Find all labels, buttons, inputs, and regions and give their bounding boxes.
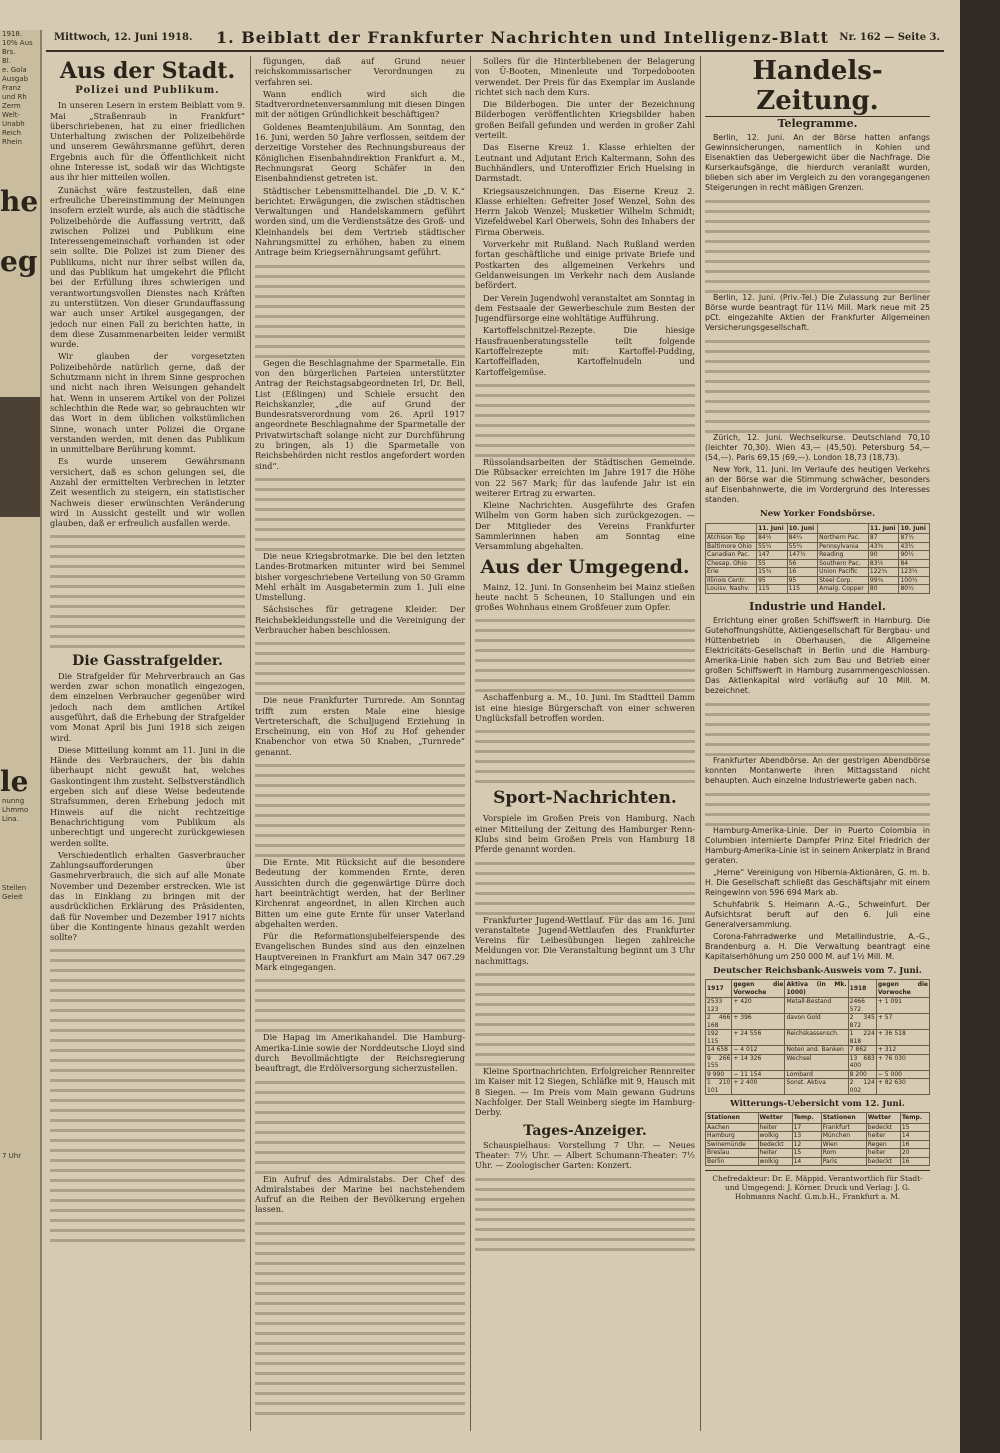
table-cell: 15 bbox=[900, 1123, 929, 1132]
table-cell: + 36 518 bbox=[876, 1030, 929, 1046]
table-header: Stationen bbox=[821, 1113, 866, 1124]
table-header: Temp. bbox=[792, 1113, 821, 1124]
article-heading: Die Gasstrafgelder. bbox=[72, 653, 223, 670]
article-paragraph: Gegen die Beschlagnahme der Sparmetalle. Ein von den bürgerlichen Parteien unterstützter Antrag der Reichstagsabgeordneten Irl, Dr. Bell, List (Eßlingen) und Schiele ersucht den Reichskanzler, „die auf Grund der Bundesratsverordnung vom 26. April 1917 angeordnete Beschlagnahme der Sparmetalle der Privatwirtschaft solange nicht zur Durchführung zu bringen, als 1) die Sparmetalle von Reichsbehörden nicht restlos angefordert worden sind“. bbox=[255, 357, 465, 471]
table-cell: Hamburg bbox=[706, 1132, 759, 1141]
article-paragraph: Kartoffelschnitzel-Rezepte. Die hiesige Hausfrauenberatungsstelle teilt folgende Kartoffelrezepte mit: Kartoffel-Pudding, Kartoffelfladen, Kartoffelnudeln und Kartoffelgemüse. bbox=[475, 325, 695, 377]
table-row bbox=[706, 542, 930, 551]
table-cell: wolkig bbox=[758, 1157, 792, 1166]
table-header: gegen die Vorwoche bbox=[877, 981, 928, 996]
table-cell: Wechsel bbox=[785, 1054, 848, 1070]
table-cell: bedeckt bbox=[758, 1140, 792, 1149]
article-paragraph: Das Eiserne Kreuz 1. Klasse erhielten der Leutnant und Adjutant Erich Kaltermann, Sohn des Buchhändlers, und Unteroffizier Erich Huelsing in Darmstadt. bbox=[475, 142, 695, 184]
table-cell: heiter bbox=[866, 1149, 900, 1158]
table-cell: 99¾ bbox=[868, 576, 899, 585]
strip-large-text: he bbox=[0, 185, 39, 218]
table-cell: + 14 326 bbox=[732, 1054, 785, 1070]
table-cell: 100½ bbox=[899, 576, 930, 585]
table-cell: 9 266 155 bbox=[707, 1054, 731, 1070]
article-paragraph: Es wurde unserem Gewährsmann versichert, daß es schon gelungen sei, die Anzahl der ermittelten Verbrechen in letzter Zeit wesentlich zu steigern, ein statistischer Nachweis dieser erwünschten Veränderung wird in Aussicht gestellt und wir wollen glauben, daß er erfreulich ausfallen werde. bbox=[50, 456, 245, 529]
article-paragraph: Kriegsauszeichnungen. Das Eiserne Kreuz 2. Klasse erhielten: Gefreiter Josef Wenzel, Sohn des Herrn Jakob Wenzel; Musketier Wilhelm Schmidt; Vizefeldwebel Karl Oberweis, Sohn des Inhabers der Firma Oberweis. bbox=[475, 185, 695, 237]
article-heading: Telegramme. bbox=[777, 117, 858, 130]
column-rule bbox=[250, 56, 251, 1431]
table-row bbox=[706, 1149, 930, 1158]
table-row bbox=[706, 534, 930, 543]
article-paragraph: Der Verein Jugendwohl veranstaltet am Sonntag in dem Festsaale der Gewerbeschule zum Besten der Jugendfürsorge eine wohltätige Aufführung. bbox=[475, 292, 695, 324]
article-paragraph: Hamburg-Amerika-Linie. Der in Puerto Colombia in Columbien internierte Dampfer Prinz Eitel Friedrich der Hamburg-Amerika-Linie ist in seinem Ankerplatz in Brand geraten. bbox=[705, 825, 930, 865]
strip-fragment: Rhein bbox=[2, 138, 22, 146]
table-cell: 16 bbox=[900, 1157, 929, 1166]
table-cell: Reading bbox=[818, 551, 869, 560]
article-paragraph: Sächsisches für getragene Kleider. Der Reichsbekleidungsstelle und die Vereinigung der Verbraucher haben beschlossen. bbox=[255, 604, 465, 635]
table-cell: Sonst. Aktiva bbox=[785, 1079, 848, 1095]
table-title: Deutscher Reichsbank-Ausweis vom 7. Juni. bbox=[713, 965, 922, 976]
table-cell: 13 683 400 bbox=[849, 1054, 875, 1070]
article-paragraph: Errichtung einer großen Schiffswerft in Hamburg. Die Gutehoffnungshütte, Aktiengesellschaft für Bergbau- und Hüttenbetrieb in Oberhausen, die Allgemeine Elektricitäts-Gesellschaft in Berlin und die Hamburg-Amerika-Linie haben sich zum Bau und Betrieb einer großen Schiffswerft in Hamburg zusammengeschlossen. Das Aktienkapital wird vorläufig auf 10 Mill. M. bezeichnet. bbox=[705, 615, 930, 695]
illegible-text-lines bbox=[705, 200, 930, 293]
illegible-text-lines bbox=[475, 862, 695, 915]
table-cell: 14 bbox=[900, 1132, 929, 1141]
table-cell: 84¼ bbox=[787, 534, 818, 543]
table-cell: Illinois Centr. bbox=[706, 576, 757, 585]
table-cell: 20 bbox=[900, 1149, 929, 1158]
illegible-text-lines bbox=[255, 979, 465, 1032]
table-row bbox=[706, 585, 930, 594]
article-paragraph: Für die Reformationsjubelfeierspende des Evangelischen Bundes sind aus den einzelnen Hauptvereinen in Frankfurt am Main 347 067.29 Mark eingegangen. bbox=[255, 931, 465, 973]
column-rule bbox=[700, 56, 701, 1431]
table-row bbox=[706, 551, 930, 560]
imprint: Chefredakteur: Dr. E. Mäppid. Verantwortlich für Stadt- und Umgegend: J. Körner. Druck und Verlag: J. G. Hohmanns Nachf. G.m.b.H., Frankfurt a. M. bbox=[705, 1170, 930, 1201]
illegible-text-lines bbox=[50, 949, 245, 1242]
illegible-text-lines bbox=[705, 340, 930, 433]
table-cell: 16 bbox=[900, 1140, 929, 1149]
article-paragraph: In unseren Lesern in erstem Beiblatt vom 9. Mai „Straßenraub in Frankfurt“ überschriebenen, hat zu einer friedlichen Unterhaltung zwischen der Polizeibehörde und unserem Gewährsmanne geführt, deren Ergebnis auch für die Öffentlichkeit nicht ohne Interesse ist, sodaß wir das Wichtigste aus ihr hier mitteilen wollen. bbox=[50, 100, 245, 183]
table-cell: Swinemünde bbox=[706, 1140, 759, 1149]
table-cell: Northern Pac. bbox=[818, 534, 869, 543]
illegible-text-lines bbox=[50, 535, 245, 648]
illegible-text-lines bbox=[475, 730, 695, 783]
table-cell: − 5 000 bbox=[876, 1070, 929, 1079]
table-header: 11. Juni bbox=[868, 523, 899, 534]
table-cell: 147 bbox=[757, 551, 788, 560]
strip-fragment: Brs. bbox=[2, 48, 16, 56]
table-cell: Breslau bbox=[706, 1149, 759, 1158]
reichsbank-table bbox=[705, 979, 930, 1095]
column-regional-sport bbox=[475, 56, 695, 1431]
table-cell: 56 bbox=[787, 559, 818, 568]
table-cell: München bbox=[821, 1132, 866, 1141]
table-cell: 14 658 bbox=[706, 1046, 732, 1055]
strip-fragment: Lina. bbox=[2, 815, 19, 823]
article-paragraph: Vorverkehr mit Rußland. Nach Rußland werden fortan geschäftliche und einige private Briefe und Postkarten des allgemeinen Verkehrs und Geldanweisungen im Verkehr nach dem Auslande befördert. bbox=[475, 239, 695, 291]
illegible-text-lines bbox=[475, 1178, 695, 1251]
article-paragraph: Wir glauben der vorgesetzten Polizeibehörde natürlich gerne, daß der Schutzmann nicht in ihrem Sinne gesprochen und nicht nach ihren Weisungen gehandelt hat. Wenn in unserem Artikel von der Polizei schlechthin die Rede war, so gebrauchten wir das Wort in dem üblichen volkstümlichen Sinne, wonach unter Polizei die Organe verstanden werden, mit denen das Publikum in unmittelbare Berührung kommt. bbox=[50, 351, 245, 455]
table-cell: 1 210 101 bbox=[707, 1079, 731, 1094]
strip-fragment: Bl. bbox=[2, 57, 11, 65]
table-cell: Louisv. Nashv. bbox=[706, 585, 757, 594]
table-cell: 115 bbox=[787, 585, 818, 594]
strip-fragment: Stellen bbox=[2, 884, 27, 892]
table-cell: 8 200 bbox=[848, 1070, 876, 1079]
table-cell: davon Gold bbox=[785, 1014, 848, 1030]
illegible-text-lines bbox=[255, 764, 465, 857]
article-paragraph: Aschaffenburg a. M., 10. Juni. Im Stadtteil Damm ist eine hiesige Bürgerschaft von einer schweren Unglücksfall betroffen worden. bbox=[475, 692, 695, 724]
article-paragraph: „Herne“ Vereinigung von Hibernia-Aktionären, G. m. b. H. Die Gesellschaft schließt das Geschäftsjahr mit einem Reingewinn von 596 694 Mark ab. bbox=[705, 867, 930, 897]
table-row bbox=[706, 1157, 930, 1166]
table-cell: Union Pacific bbox=[818, 568, 869, 577]
table-cell: bedeckt bbox=[866, 1123, 900, 1132]
article-paragraph: Frankfurter Abendbörse. An der gestrigen Abendbörse konnten Montanwerte ihren Mittagsstand nicht behaupten. Auch einzelne Industriewerte gaben nach. bbox=[705, 755, 930, 785]
table-cell: Frankfurt bbox=[821, 1123, 866, 1132]
column-local-news-continued bbox=[255, 56, 465, 1431]
table-cell: Steel Corp. bbox=[818, 576, 869, 585]
table-cell: + 76 030 bbox=[876, 1054, 929, 1070]
table-row bbox=[706, 1046, 930, 1055]
table-cell: 2 345 872 bbox=[849, 1014, 875, 1029]
strip-fragment: 7 Uhr bbox=[2, 1152, 22, 1160]
table-cell: Southern Pac. bbox=[818, 559, 869, 568]
article-paragraph: Diese Mitteilung kommt am 11. Juni in die Hände des Verbrauchers, der bis dahin überhaupt nicht gewußt hat, welches Gaskontingent ihm zusteht. Selbstverständlich ergeben sich auf diese Weise bedeutende Strafsummen, deren Erhebung jedoch mit Hinweis auf die nicht rechtzeitige Benachrichtigung vom Publikum als unberechtigt und ungerecht zurückgewiesen werden sollte. bbox=[50, 744, 245, 848]
table-cell: heiter bbox=[866, 1132, 900, 1141]
table-row bbox=[706, 1014, 930, 1030]
article-paragraph: Frankfurter Jugend-Wettlauf. Für das am 16. Juni veranstaltete Jugend-Wettlaufen des Frankfurter Vereins für Leibesübungen liegen zahlreiche Meldungen vor. Die Veranstaltung beginnt um 3 Uhr nachmittags. bbox=[475, 914, 695, 966]
article-paragraph: Die Ernte. Mit Rücksicht auf die besondere Bedeutung der kommenden Ernte, deren Aussichten durch die gegenwärtige Dürre doch hart beeinträchtigt werden, hat der Berliner Kirchenrat angeordnet, in allen Kirchen auch Bitten um eine gute Ernte für unser Vaterland abgehalten werden. bbox=[255, 857, 465, 929]
column-rule bbox=[470, 56, 471, 1431]
table-cell: 13 bbox=[792, 1132, 821, 1141]
table-cell: Canadian Pac. bbox=[706, 551, 757, 560]
strip-fragment: e. Gola bbox=[2, 66, 27, 74]
article-paragraph: Vorspiele im Großen Preis von Hamburg. Nach einer Mitteilung der Zeitung des Hamburger Renn-Klubs sind beim Großen Preis von Hamburg 18 Pferde genannt worden. bbox=[475, 813, 695, 855]
table-cell: 80 bbox=[868, 585, 899, 594]
table-row bbox=[706, 998, 930, 1014]
strip-fragment: 1918. bbox=[2, 30, 23, 38]
table-header: Stationen bbox=[706, 1113, 759, 1124]
strip-fragment: und Rh bbox=[2, 93, 27, 101]
table-cell: 83½ bbox=[868, 559, 899, 568]
strip-fragment: nunng bbox=[2, 797, 25, 805]
table-row bbox=[706, 1132, 930, 1141]
table-cell: 95 bbox=[787, 576, 818, 585]
article-heading: Polizei und Publikum. bbox=[75, 85, 220, 96]
table-cell: Reichskassensch. bbox=[785, 1030, 848, 1046]
table-cell: Paris bbox=[821, 1157, 866, 1166]
table-cell: Noten and. Banken bbox=[785, 1046, 848, 1055]
table-header: Wetter bbox=[866, 1113, 900, 1124]
strip-fragment: Zerm bbox=[2, 102, 21, 110]
table-cell: 7 862 bbox=[848, 1046, 876, 1055]
illegible-text-lines bbox=[255, 478, 465, 551]
table-cell: 123½ bbox=[899, 568, 930, 577]
strip-large-text: le bbox=[0, 765, 29, 798]
table-cell: Atchison Top bbox=[706, 534, 757, 543]
table-cell: Erie bbox=[706, 568, 757, 577]
table-cell: Pennsylvania bbox=[818, 542, 869, 551]
table-header-row bbox=[706, 1113, 930, 1124]
table-cell: 87 bbox=[868, 534, 899, 543]
illegible-text-lines bbox=[705, 703, 930, 756]
article-paragraph: Schuhfabrik S. Heimann A.-G., Schweinfurt. Der Aufsichtsrat beruft auf den 6. Juli eine Generalversammlung. bbox=[705, 899, 930, 929]
table-cell: 12 bbox=[792, 1140, 821, 1149]
table-cell: 147½ bbox=[787, 551, 818, 560]
table-cell: 16 bbox=[787, 568, 818, 577]
table-cell: 2 466 168 bbox=[707, 1014, 731, 1029]
table-cell: + 24 556 bbox=[732, 1030, 785, 1046]
ny-stock-table bbox=[705, 523, 930, 594]
table-cell: + 396 bbox=[732, 1014, 785, 1030]
table-cell: 2533 123 bbox=[706, 998, 732, 1014]
paper-title: 1. Beiblatt der Frankfurter Nachrichten und Intelligenz-Blatt bbox=[216, 28, 829, 47]
article-paragraph: Verschiedentlich erhalten Gasverbraucher Zahlungsaufforderungen über Gasmehrverbrauch, die sich auf alle Monate November und Dezember erstrecken. Wie ist das in Einklang zu bringen mit der ausdrücklichen Erklärung des Präsidenten, daß für November und Dezember 1917 nichts über die Kontingente hinaus gezahlt werden sollte? bbox=[50, 849, 245, 943]
article-paragraph: Die neue Frankfurter Turnrede. Am Sonntag trifft zum ersten Male eine hiesige Vertreterschaft, die Schuljugend Erziehung in Erscheinung, ein von Hof zu Hof gehender Knabenchor von etwa 50 Knaben, „Turnrede“ genannt. bbox=[255, 695, 465, 757]
article-paragraph: Sollers für die Hinterbliebenen der Belagerung von Ü-Booten, Minenleute und Torpedobooten verwendet. Der Preis für das Exemplar im Auslande richtet sich nach dem Kurs. bbox=[475, 56, 695, 97]
table-cell: 55 bbox=[757, 559, 788, 568]
table-cell: Wien bbox=[821, 1140, 866, 1149]
table-cell: 17 bbox=[792, 1123, 821, 1132]
section-heading: Tages-Anzeiger. bbox=[523, 1122, 647, 1139]
table-cell: wolkig bbox=[758, 1132, 792, 1141]
book-spine-edge bbox=[960, 0, 1000, 1453]
strip-fragment: Reich bbox=[2, 129, 22, 137]
column-commerce bbox=[705, 56, 930, 1431]
article-paragraph: Berlin, 12. Juni. An der Börse hatten anfangs Gewinnsicherungen, namentlich in Kohlen und Eisenaktien das Uebergewicht über die Nachfrage. Die Kurserkaufsgänge, die hierdurch veranlaßt wurden, blieben sich aber im Vergleich zu den vorangegangenen Steigerungen in recht mäßigen Grenzen. bbox=[705, 133, 930, 193]
table-header: 1917 bbox=[706, 980, 732, 998]
article-heading: Industrie und Handel. bbox=[749, 599, 886, 613]
table-row bbox=[706, 568, 930, 577]
section-heading: Aus der Umgegend. bbox=[480, 555, 690, 578]
illegible-text-lines bbox=[475, 619, 695, 692]
table-cell: − 11 154 bbox=[732, 1070, 785, 1079]
table-row bbox=[706, 576, 930, 585]
table-header bbox=[706, 523, 757, 534]
article-paragraph: Ein Aufruf des Admiralstabs. Der Chef des Admiralstabes der Marine bei nachstehendem Aufruf an die Reihen der Bevölkerung ergehen lassen. bbox=[255, 1173, 465, 1215]
table-cell: + 82 630 bbox=[876, 1079, 929, 1095]
article-paragraph: Kleine Nachrichten. Ausgeführte des Grafen Wilhelm von Gorm haben sich zurückgezogen. — Der Mitglieder des Vereins Frankfurter Sammlerinnen haben am Sonntag eine Versammlung abgehalten. bbox=[475, 500, 695, 552]
table-header: 10. Juni bbox=[899, 523, 930, 534]
table-cell: 43¾ bbox=[868, 542, 899, 551]
strip-large-text: eg bbox=[0, 245, 38, 278]
article-paragraph: New York, 11. Juni. Im Verlaufe des heutigen Verkehrs an der Börse war die Stimmung schwächer, besonders auf Eisenbahnwerte, die im Vordergrund des Interesses standen. bbox=[705, 465, 930, 505]
table-cell: + 57 bbox=[876, 1014, 929, 1030]
strip-fragment: Geleit bbox=[2, 893, 23, 901]
table-cell: 55¾ bbox=[787, 542, 818, 551]
table-header-row bbox=[706, 523, 930, 534]
table-header: 10. Juni bbox=[787, 523, 818, 534]
table-cell: 14 bbox=[792, 1157, 821, 1166]
article-paragraph: Kleine Sportnachrichten. Erfolgreicher Rennreiter im Kaiser mit 12 Siegen, Schläfke mit 9, Hausch mit 8 Siegen. — Im Preis vom Main gewann Gudruns Nachfolger. Der Stall Weinberg siegte im Hamburg-Derby. bbox=[475, 1066, 695, 1118]
table-cell: heiter bbox=[758, 1123, 792, 1132]
table-cell: + 420 bbox=[732, 998, 785, 1014]
table-header bbox=[818, 523, 869, 534]
table-cell: − 4 012 bbox=[732, 1046, 785, 1055]
previous-page-strip bbox=[0, 30, 42, 1440]
table-title: Witterungs-Uebersicht vom 12. Juni. bbox=[730, 1099, 905, 1110]
table-header: Temp. bbox=[900, 1113, 929, 1124]
article-paragraph: Zunächst wäre festzustellen, daß eine erfreuliche Übereinstimmung der Meinungen insofern erzielt wurde, als auch die städtische Polizeibehörde die Auffassung vertritt, daß zwischen Polizei und Publikum eine Interessengemeinschaft vorhanden ist oder sein sollte. Die Polizei ist zum Diener des Publikums, nicht nur ihrer selbst willen da, und das Publikum hat umgekehrt die Pflicht bei der Erfüllung ihres schwierigen und verantwortungsvollen Dienstes nach Kräften zu unterstützen. Von dieser Grundauffassung war auch unser Artikel ausgegangen, der jedoch nur einen Fall zu berichten hatte, in dem diese Zusammenarbeiten leider vermißt wurde. bbox=[50, 184, 245, 350]
table-cell: 9 990 bbox=[706, 1070, 732, 1079]
article-paragraph: Goldenes Beamtenjubiläum. Am Sonntag, den 16. Juni, werden 50 Jahre verflossen, seitdem der derzeitige Vorsteher des Rechnungsbureaus der Königlichen Eisenbahndirektion Frankfurt a. M., Rechnungsrat Georg Schäfer in den Eisenbahndienst getreten ist. bbox=[255, 121, 465, 184]
table-header-row bbox=[706, 980, 930, 998]
table-cell: 84 bbox=[899, 559, 930, 568]
table-cell: Aachen bbox=[706, 1123, 759, 1132]
table-cell: heiter bbox=[758, 1149, 792, 1158]
table-header: Aktiva (in Mk. 1000) bbox=[786, 981, 847, 996]
issue-date: Mittwoch, 12. Juni 1918. bbox=[54, 32, 193, 43]
strip-fragment: Unabh bbox=[2, 120, 25, 128]
table-cell: 15¾ bbox=[757, 568, 788, 577]
article-paragraph: Zürich, 12. Juni. Wechselkurse. Deutschland 70,10 (leichter 70,30). Wien 43,— (45,50). Petersburg 54,— (54,—). Paris 69,15 (69,—). London 18,73 (18,73). bbox=[705, 433, 930, 463]
strip-fragment: 10% Aus bbox=[2, 39, 33, 47]
illegible-text-lines bbox=[255, 265, 465, 358]
table-cell: + 312 bbox=[876, 1046, 929, 1055]
section-heading: Aus der Stadt. bbox=[59, 58, 236, 84]
table-cell: 122¾ bbox=[868, 568, 899, 577]
table-cell: 90½ bbox=[899, 551, 930, 560]
table-cell: Rom bbox=[821, 1149, 866, 1158]
table-cell: 1 224 818 bbox=[849, 1030, 875, 1045]
table-cell: + 1 091 bbox=[876, 998, 929, 1014]
illegible-text-lines bbox=[475, 973, 695, 1066]
table-title: New Yorker Fondsbörse. bbox=[759, 509, 876, 520]
issue-number: Nr. 162 — Seite 3. bbox=[839, 32, 940, 43]
column-local-news bbox=[50, 56, 245, 1431]
table-row bbox=[706, 559, 930, 568]
table-cell: 55¼ bbox=[757, 542, 788, 551]
illegible-text-lines bbox=[255, 1081, 465, 1174]
strip-fragment: Franz bbox=[2, 84, 21, 92]
weather-table bbox=[705, 1112, 930, 1166]
table-cell: Berlin bbox=[706, 1157, 759, 1166]
table-row bbox=[706, 1079, 930, 1095]
table-header: 11. Juni bbox=[757, 523, 788, 534]
table-cell: 2466 572 bbox=[848, 998, 876, 1014]
article-paragraph: Schauspielhaus: Vorstellung 7 Uhr. — Neues Theater: 7½ Uhr. — Albert Schumann-Theater: 7½ Uhr. — Zoologischer Garten: Konzert. bbox=[475, 1139, 695, 1171]
article-paragraph: Berlin, 12. Juni. (Priv.-Tel.) Die Zulassung zur Berliner Börse wurde beantragt für 11½ Mill. Mark neue mit 25 pCt. eingezahlte Aktien der Frankfurter Allgemeinen Versicherungsgesellschaft. bbox=[705, 293, 930, 333]
article-paragraph: Wann endlich wird sich die Stadtverordnetenversammlung mit diesen Dingen mit der nötigen Gründlichkeit beschäftigen? bbox=[255, 88, 465, 120]
section-heading: Sport-Nachrichten. bbox=[493, 788, 677, 809]
illegible-text-lines bbox=[255, 642, 465, 695]
table-cell: bedeckt bbox=[866, 1157, 900, 1166]
table-cell: Chesap. Ohio bbox=[706, 559, 757, 568]
table-cell: 115 bbox=[757, 585, 788, 594]
article-paragraph: Die Bilderbogen. Die unter der Bezeichnung Bilderbogen veröffentlichten Kriegsbilder haben großen Beifall gefunden und werden in großer Zahl verteilt. bbox=[475, 99, 695, 141]
article-paragraph: Die Hapag im Amerikahandel. Die Hamburg-Amerika-Linie sowie der Norddeutsche Lloyd sind durch Bevollmächtigte der Reichsregierung beauftragt, die Erdölversorgung sicherzustellen. bbox=[255, 1032, 465, 1074]
table-cell: 192 115 bbox=[706, 1030, 732, 1046]
table-cell: 87½ bbox=[899, 534, 930, 543]
table-cell: 2 124 002 bbox=[849, 1079, 875, 1094]
article-paragraph: Die neue Kriegsbrotmarke. Die bei den letzten Landes-Brotmarken mitunter wird bei Semmel bisher vorgeschriebene Verteilung von 50 Gramm Mehl erhält im Ausgabetermin zum 1. Juli eine Umstellung. bbox=[255, 550, 465, 603]
table-cell: Regen bbox=[866, 1140, 900, 1149]
page-header bbox=[46, 28, 944, 52]
article-paragraph: Die Strafgelder für Mehrverbrauch an Gas werden zwar schon monatlich eingezogen, dem einzelnen Verbraucher gegenüber wird jedoch nach dem amtlichen Artikel ausgeführt, daß die Erhebung der Strafgelder vom Monat April bis Juni 1918 sich zeigen wird. bbox=[50, 670, 245, 743]
table-cell: 80½ bbox=[899, 585, 930, 594]
strip-fragment: Lhmmo bbox=[2, 806, 29, 814]
table-cell: Lombard bbox=[785, 1070, 848, 1079]
strip-dark-block bbox=[0, 397, 40, 517]
table-cell: 95 bbox=[757, 576, 788, 585]
strip-fragment: Welt- bbox=[2, 111, 21, 119]
table-header: gegen die Vorwoche bbox=[733, 981, 784, 996]
table-row bbox=[706, 1054, 930, 1070]
article-paragraph: Mainz, 12. Juni. In Gonsenheim bei Mainz stießen heute nacht 5 Scheunen, 10 Stallungen und ein großes Wohnhaus einem Großfeuer zum Opfer. bbox=[475, 581, 695, 613]
illegible-text-lines bbox=[705, 793, 930, 826]
table-cell: + 2 400 bbox=[732, 1079, 785, 1095]
article-paragraph: Rüssolandsarbeiten der Städtischen Gemeinde. Die Rübsacker erreichten im Jahre 1917 die Höhe von 22 567 Mark; für das laufende Jahr ist ein weiterer Ertrag zu erwarten. bbox=[475, 456, 695, 498]
table-row bbox=[706, 1123, 930, 1132]
article-paragraph: Städtischer Lebensmittelhandel. Die „D. V. K.“ berichtet: Erwägungen, die zwischen städtischen Verwaltungen und Handelskammern geführt worden sind, um die Verdienstsätze des Groß- und Kleinhandels bei dem Vertrieb städtischer Nahrungsmittel zu erhöhen, haben zu einem Antrage beim Kriegsernährungsamt geführt. bbox=[255, 185, 465, 258]
table-cell: 90 bbox=[868, 551, 899, 560]
table-row bbox=[706, 1140, 930, 1149]
table-header: 1918 bbox=[848, 980, 876, 998]
strip-fragment: Ausgab bbox=[2, 75, 29, 83]
section-heading: Handels-Zeitung. bbox=[705, 56, 930, 117]
article-paragraph: Corona-Fahrradwerke und Metallindustrie, A.-G., Brandenburg a. H. Die Verwaltung beantragt eine Kapitalserhöhung um 250 000 M. auf 1½ Mill. M. bbox=[705, 931, 930, 961]
table-row bbox=[706, 1070, 930, 1079]
illegible-text-lines bbox=[475, 384, 695, 457]
table-row bbox=[706, 1030, 930, 1046]
illegible-text-lines bbox=[255, 1222, 465, 1415]
table-cell: 15 bbox=[792, 1149, 821, 1158]
table-cell: Baltimore Ohio bbox=[706, 542, 757, 551]
table-cell: Amalg. Copper bbox=[818, 585, 869, 594]
article-paragraph: fügungen, daß auf Grund neuer reichskommissarischer Verordnungen zu verfahren sei. bbox=[255, 56, 465, 87]
table-cell: 84½ bbox=[757, 534, 788, 543]
table-header: Wetter bbox=[758, 1113, 792, 1124]
table-cell: Metall-Bestand bbox=[785, 998, 848, 1014]
table-cell: 43½ bbox=[899, 542, 930, 551]
